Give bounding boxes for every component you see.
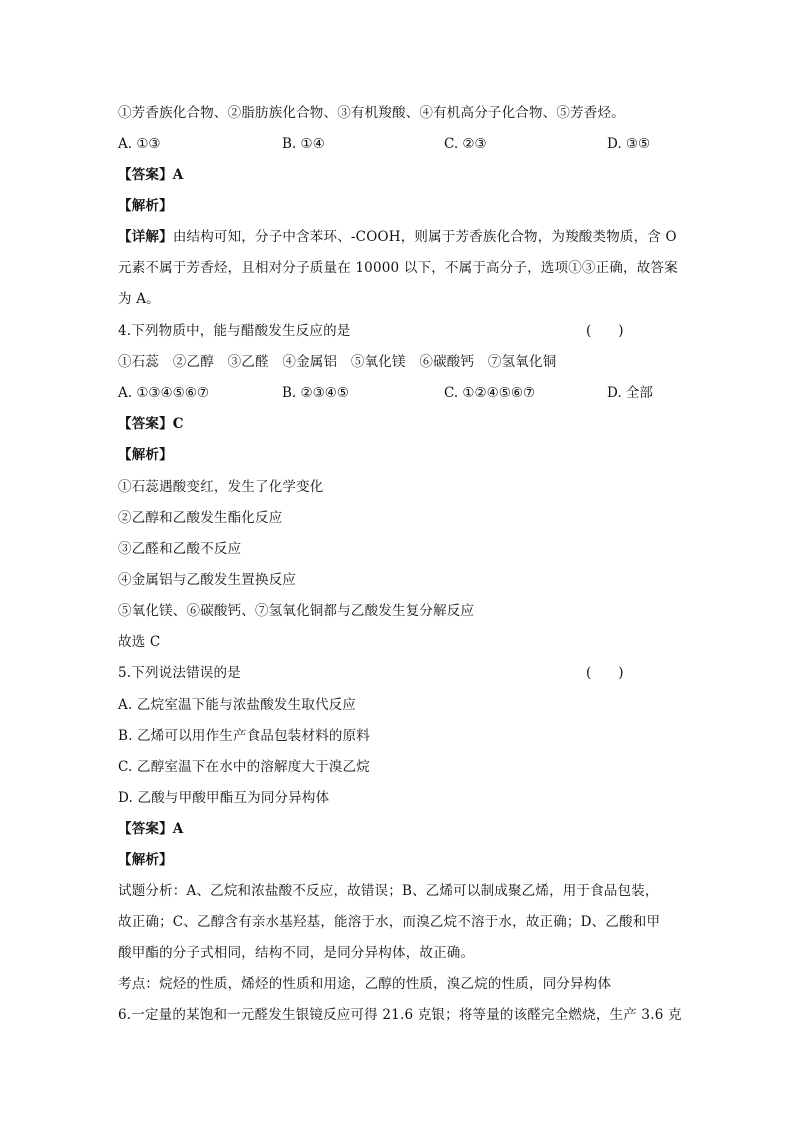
q5-analysis-line: 酸甲酯的分子式相同，结构不同，是同分异构体，故正确。 — [118, 945, 475, 961]
q6-question: 6.一定量的某饱和一元醛发生银镜反应可得 21.6 克银；将等量的该醛完全燃烧，生产 3.6 克 — [118, 1007, 682, 1023]
q5-answer: 【答案】A — [118, 821, 184, 837]
q4-analysis-line: ⑤氧化镁、⑥碳酸钙、⑦氢氧化铜都与乙酸发生复分解反应 — [118, 603, 475, 619]
q4-question: 4.下列物质中，能与醋酸发生反应的是 — [118, 323, 351, 339]
q3-detail-line-2: 元素不属于芳香烃，且相对分子质量在 10000 以下，不属于高分子，选项①③正确，故答案 — [118, 260, 678, 276]
q4-analysis-line: ①石蕊遇酸变红，发生了化学变化 — [118, 479, 324, 495]
q3-detail-text-1: 由结构可知，分子中含苯环、-COOH，则属于芳香族化合物，为羧酸类物质，含 O — [172, 229, 677, 245]
q4-option-a: A. ①③④⑤⑥⑦ — [118, 385, 209, 401]
q3-detail-label: 【详解】 — [118, 229, 173, 245]
q4-analysis-heading: 【解析】 — [118, 447, 173, 463]
q3-option-a: A. ①③ — [118, 136, 161, 152]
q4-analysis-line: ②乙醇和乙酸发生酯化反应 — [118, 510, 283, 526]
q4-option-b: B. ②③④⑤ — [282, 385, 349, 401]
q5-option-b: B. 乙烯可以用作生产食品包装材料的原料 — [118, 728, 371, 744]
q4-conclusion: 故选 C — [118, 634, 161, 650]
q3-detail-line-3: 为 A。 — [118, 291, 160, 307]
q3-items: ①芳香族化合物、②脂肪族化合物、③有机羧酸、④有机高分子化合物、⑤芳香烃。 — [118, 105, 625, 121]
q3-option-d: D. ③⑤ — [607, 136, 651, 152]
q4-analysis-line: ③乙醛和乙酸不反应 — [118, 541, 242, 557]
q5-answer-blank: ( ) — [586, 665, 624, 681]
q4-option-c: C. ①②④⑤⑥⑦ — [444, 385, 536, 401]
q4-answer: 【答案】C — [118, 416, 184, 432]
q5-option-a: A. 乙烷室温下能与浓盐酸发生取代反应 — [118, 697, 357, 713]
q5-option-d: D. 乙酸与甲酸甲酯互为同分异构体 — [118, 790, 330, 806]
q5-option-c: C. 乙醇室温下在水中的溶解度大于溴乙烷 — [118, 759, 370, 775]
q3-answer: 【答案】A — [118, 167, 184, 183]
q4-option-d: D. 全部 — [607, 385, 653, 401]
q5-analysis-heading: 【解析】 — [118, 852, 173, 868]
q5-question: 5.下列说法错误的是 — [118, 665, 241, 681]
q3-analysis-heading: 【解析】 — [118, 198, 173, 214]
q5-analysis-line: 试题分析：A、乙烷和浓盐酸不反应，故错误；B、乙烯可以制成聚乙烯，用于食品包装， — [118, 883, 659, 899]
q3-option-b: B. ①④ — [282, 136, 325, 152]
q3-option-c: C. ②③ — [444, 136, 487, 152]
q3-detail-line-1 — [118, 228, 677, 246]
q5-analysis-line: 故正确；C、乙醇含有亲水基羟基，能溶于水，而溴乙烷不溶于水，故正确；D、乙酸和甲 — [118, 914, 661, 930]
q4-items: ①石蕊 ②乙醇 ③乙醛 ④金属铝 ⑤氧化镁 ⑥碳酸钙 ⑦氢氧化铜 — [118, 354, 557, 370]
q4-analysis-line: ④金属铝与乙酸发生置换反应 — [118, 572, 297, 588]
q5-key-points: 考点：烷烃的性质，烯烃的性质和用途，乙醇的性质，溴乙烷的性质，同分异构体 — [118, 976, 612, 992]
q4-answer-blank: ( ) — [586, 323, 624, 339]
